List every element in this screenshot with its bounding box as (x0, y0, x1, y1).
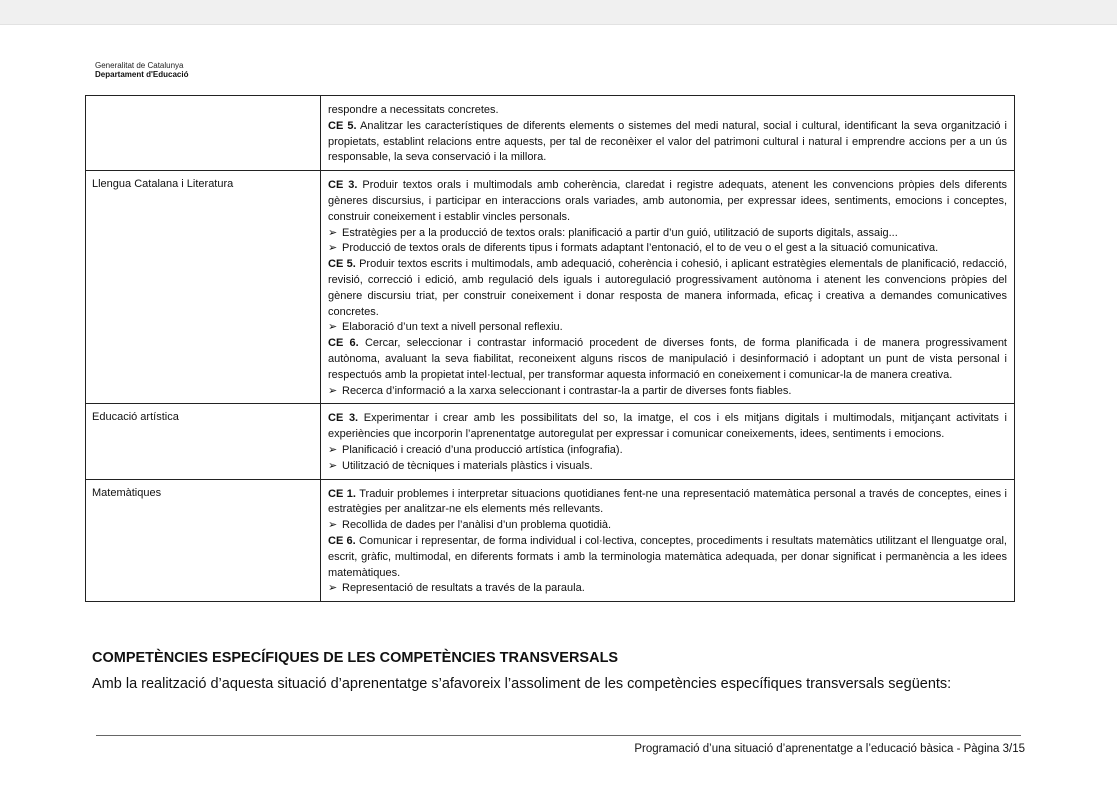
competency-paragraph (328, 336, 1007, 383)
arrow-bullet-icon: ➢ (328, 242, 338, 255)
bullet-item (328, 459, 1007, 475)
area-cell: Llengua Catalana i Literatura (86, 171, 321, 404)
competency-label: CE 1. (328, 487, 356, 500)
competency-paragraph (328, 257, 1007, 320)
header-org: Generalitat de Catalunya (95, 61, 184, 70)
competency-paragraph (328, 119, 1007, 166)
competency-paragraph (328, 487, 1007, 519)
bullet-text: Elaboració d’un text a nivell personal reflexiu. (342, 321, 563, 334)
page-footer: Programació d’una situació d’aprenentatge a l’educació bàsica - Pàgina 3/15 (634, 743, 1025, 755)
competency-text: Analitzar les característiques de diferents elements o sistemes del medi natural, social i cultural, identificant la seva organització i propietats, establint relacions entre aquests, per tal de reconèixer el valor del patrimoni cultural i natural i emprendre accions per a un ús responsable, la seva conservació i la millora. (328, 119, 1007, 164)
arrow-bullet-icon: ➢ (328, 321, 338, 334)
competency-label: CE 6. (328, 534, 356, 547)
bullet-item (328, 226, 1007, 242)
competency-label: CE 3. (328, 412, 359, 425)
competency-paragraph (328, 411, 1007, 443)
bullet-text: Planificació i creació d’una producció artística (infografia). (342, 443, 623, 456)
header-department: Departament d'Educació (95, 70, 189, 79)
content-cell (321, 404, 1015, 479)
footer-divider (96, 735, 1021, 736)
bullet-item (328, 581, 1007, 597)
competency-text: Produir textos orals i multimodals amb coherència, claredat i registre adequats, atenent les convencions pròpies dels diferents gèneres discursius, i participar en interaccions orals variades, amb autonomia, per expressar idees, sentiments, emocions i conceptes, construir coneixement i establir vincles personals. (328, 179, 1007, 223)
content-cell (321, 479, 1015, 602)
arrow-bullet-icon: ➢ (328, 443, 338, 456)
bullet-text: Representació de resultats a través de la paraula. (342, 582, 585, 595)
arrow-bullet-icon: ➢ (328, 226, 338, 239)
table-row (86, 171, 1015, 404)
competencies-table (85, 95, 1015, 602)
bullet-item (328, 518, 1007, 534)
bullet-text: Recerca d’informació a la xarxa seleccionant i contrastar-la a partir de diverses fonts fiables. (342, 384, 792, 397)
arrow-bullet-icon: ➢ (328, 519, 338, 532)
competency-label: CE 6. (328, 337, 359, 350)
competency-text: Traduir problemes i interpretar situacions quotidianes fent-ne una representació matemàtica personal a través de conceptes, eines i estratègies per analitzar-ne els elements més rellevants. (328, 487, 1007, 516)
competency-text: Produir textos escrits i multimodals, amb adequació, coherència i cohesió, i aplicant estratègies elementals de planificació, redacció, revisió, correcció i edició, amb regulació dels iguals i autoregulació progressivament autònoma i atenent les convencions pròpies del gènere discursiu triat, per construir coneixement i donar resposta de manera informada, eficaç i creativa a demandes comunicatives concretes. (328, 258, 1008, 318)
competency-paragraph (328, 178, 1007, 225)
competency-label: CE 3. (328, 179, 358, 192)
viewer-top-band (0, 0, 1117, 25)
competency-label: CE 5. (328, 258, 356, 271)
content-cell (321, 171, 1015, 404)
area-cell: Matemàtiques (86, 479, 321, 602)
competency-text: Comunicar i representar, de forma individual i col·lectiva, conceptes, procediments i resultats matemàtics utilitzant el llenguatge oral, escrit, gràfic, multimodal, en diferents formats i amb la terminologia matemàtica adequada, per donar significat i permanència a les idees matemàtiques. (328, 534, 1007, 579)
bullet-item (328, 384, 1007, 400)
bullet-text: Utilització de tècniques i materials plàstics i visuals. (342, 459, 593, 472)
competency-text: Cercar, seleccionar i contrastar informació procedent de diverses fonts, de forma planificada i de manera progressivament autònoma, avaluant la seva fiabilitat, reconeixent alguns riscos de manipulació i desinformació i adoptant un punt de vista personal i respectuós amb la propietat intel·lectual, per transformar aquesta informació en coneixement i comunicar-la de manera creativa. (328, 337, 1007, 381)
section-text: Amb la realització d’aquesta situació d’aprenentatge s’afavoreix l’assoliment de les competències específiques transversals següents: (92, 676, 952, 692)
arrow-bullet-icon: ➢ (328, 459, 338, 472)
content-cell (321, 96, 1015, 171)
arrow-bullet-icon: ➢ (328, 384, 338, 397)
area-cell: Educació artística (86, 404, 321, 479)
bullet-item (328, 320, 1007, 336)
bullet-item (328, 241, 1007, 257)
section-title: COMPETÈNCIES ESPECÍFIQUES DE LES COMPETÈNCIES TRANSVERSALS (92, 650, 619, 666)
bullet-text: Estratègies per a la producció de textos orals: planificació a partir d’un guió, utilització de suports digitals, assaig... (342, 226, 898, 239)
table-row (86, 96, 1015, 171)
competency-text: Experimentar i crear amb les possibilitats del so, la imatge, el cos i els mitjans digitals i multimodals, mitjançant activitats i experiències que incorporin l’aprenentatge autoregulat per expressar i comunicar coneixements, idees, sentiments i emocions. (328, 412, 1007, 441)
bullet-item (328, 443, 1007, 459)
area-cell (86, 96, 321, 171)
competencies-table-body (86, 96, 1015, 602)
competency-paragraph (328, 534, 1007, 581)
continued-text: respondre a necessitats concretes. (328, 104, 499, 116)
competency-label: CE 5. (328, 119, 357, 132)
table-row (86, 404, 1015, 479)
bullet-text: Producció de textos orals de diferents tipus i formats adaptant l’entonació, el to de veu o el gest a la situació comunicativa. (342, 242, 939, 255)
table-row (86, 479, 1015, 602)
bullet-text: Recollida de dades per l’anàlisi d’un problema quotidià. (342, 519, 612, 532)
document-header (95, 61, 188, 79)
arrow-bullet-icon: ➢ (328, 582, 338, 595)
